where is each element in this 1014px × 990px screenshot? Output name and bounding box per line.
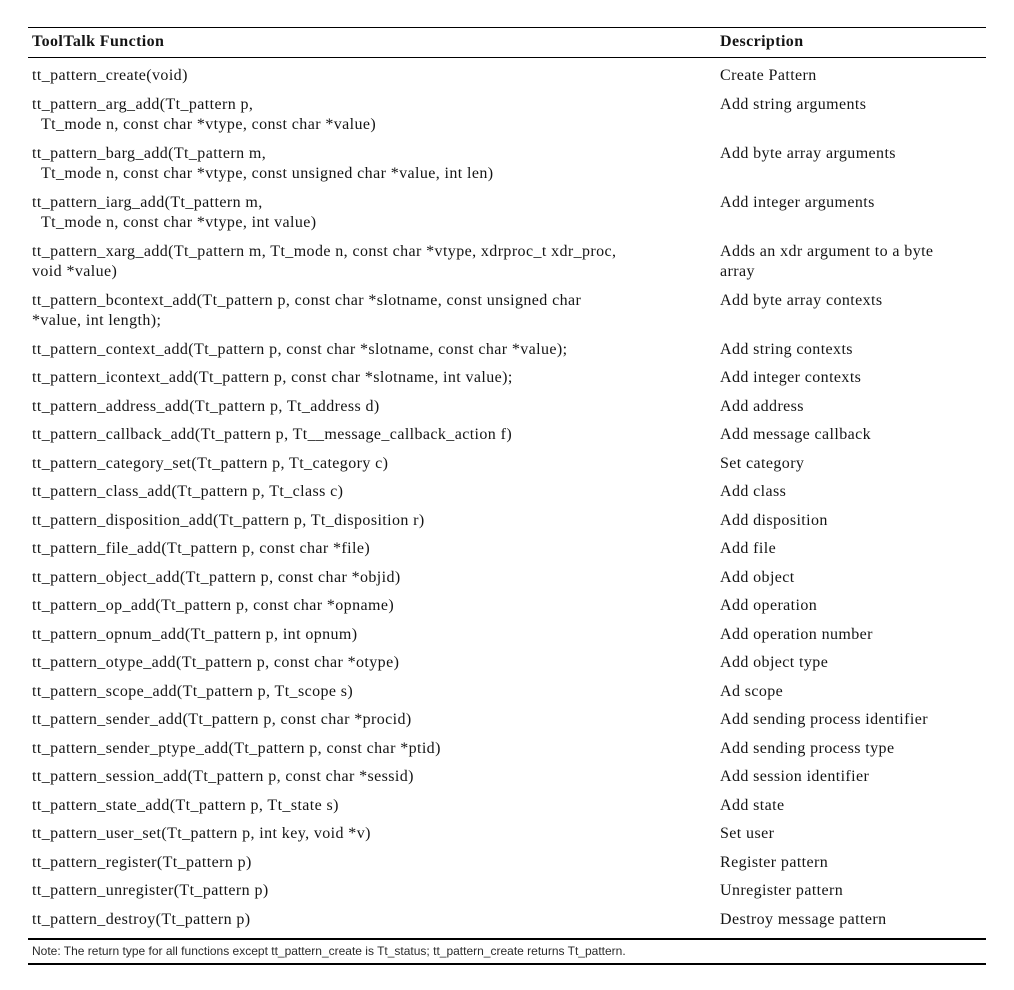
description-cell — [716, 368, 986, 389]
function-line: Tt_mode n, const char *vtype, int value) — [41, 214, 317, 231]
description-line: Add class — [720, 483, 787, 500]
table-row — [28, 759, 986, 788]
function-cell — [28, 291, 716, 332]
function-line: tt_pattern_context_add(Tt_pattern p, const char *slotname, const char *value); — [32, 340, 568, 358]
column-header-function: ToolTalk Function — [32, 33, 165, 50]
description-cell — [716, 539, 986, 560]
table-row — [28, 136, 986, 185]
table-row — [28, 845, 986, 874]
function-line: tt_pattern_session_add(Tt_pattern p, const char *sessid) — [32, 768, 414, 785]
function-line: Tt_mode n, const char *vtype, const unsigned char *value, int len) — [41, 165, 494, 182]
function-line: tt_pattern_create(void) — [32, 67, 188, 84]
function-cell — [28, 796, 716, 817]
description-line: Add object type — [720, 654, 829, 671]
function-line: tt_pattern_op_add(Tt_pattern p, const char *opname) — [32, 597, 395, 614]
table-row — [28, 902, 986, 931]
table-row — [28, 873, 986, 902]
function-cell — [28, 910, 716, 931]
description-line: Add disposition — [720, 511, 828, 529]
table-row — [28, 446, 986, 475]
description-line: Set category — [720, 454, 805, 472]
table-row — [28, 234, 986, 283]
description-cell — [716, 910, 986, 931]
function-line: Tt_mode n, const char *vtype, const char *value) — [41, 116, 377, 133]
description-cell — [716, 340, 986, 361]
table-footnote — [28, 938, 986, 965]
function-cell — [28, 824, 716, 845]
table-row — [28, 283, 986, 332]
function-line: tt_pattern_unregister(Tt_pattern p) — [32, 882, 269, 899]
description-line: Add message callback — [720, 426, 872, 443]
description-cell — [716, 653, 986, 674]
function-line: tt_pattern_otype_add(Tt_pattern p, const char *otype) — [32, 654, 400, 671]
description-cell — [716, 397, 986, 418]
description-cell — [716, 767, 986, 788]
description-cell — [716, 511, 986, 532]
description-cell — [716, 568, 986, 589]
function-line: tt_pattern_sender_ptype_add(Tt_pattern p, const char *ptid) — [32, 739, 441, 757]
description-line: Add integer contexts — [720, 369, 862, 386]
description-line: Add integer arguments — [720, 193, 875, 211]
description-cell — [716, 824, 986, 845]
function-line: tt_pattern_callback_add(Tt_pattern p, Tt__message_callback_action f) — [32, 426, 513, 443]
function-line: tt_pattern_register(Tt_pattern p) — [32, 853, 252, 871]
description-line: Add operation — [720, 597, 818, 614]
description-cell — [716, 596, 986, 617]
description-line: Add byte array contexts — [720, 291, 883, 309]
description-line: Add string contexts — [720, 340, 853, 358]
function-line: tt_pattern_file_add(Tt_pattern p, const char *file) — [32, 540, 371, 557]
function-cell — [28, 511, 716, 532]
function-cell — [28, 853, 716, 874]
description-line: Add string arguments — [720, 95, 867, 113]
function-table — [28, 27, 986, 965]
column-header-description: Description — [720, 33, 804, 50]
function-line: tt_pattern_address_add(Tt_pattern p, Tt_address d) — [32, 397, 380, 415]
function-line: tt_pattern_class_add(Tt_pattern p, Tt_class c) — [32, 483, 344, 500]
description-line: Add byte array arguments — [720, 144, 896, 162]
description-cell — [716, 710, 986, 731]
description-line: Add session identifier — [720, 768, 870, 785]
description-line: Add object — [720, 568, 795, 586]
table-row — [28, 503, 986, 532]
function-line: tt_pattern_bcontext_add(Tt_pattern p, const char *slotname, const unsigned char — [32, 291, 582, 309]
footnote-text: Note: The return type for all functions except tt_pattern_create is Tt_status; tt_pattern_create returns Tt_pattern. — [32, 944, 626, 958]
description-line: Set user — [720, 825, 775, 842]
table-row — [28, 588, 986, 617]
description-line: Add file — [720, 540, 777, 557]
function-cell — [28, 397, 716, 418]
function-line: *value, int length); — [32, 312, 162, 329]
description-cell — [716, 291, 986, 332]
description-line: Register pattern — [720, 853, 829, 871]
description-cell — [716, 193, 986, 234]
description-cell — [716, 66, 986, 87]
table-row — [28, 702, 986, 731]
description-line: Unregister pattern — [720, 882, 844, 899]
description-cell — [716, 242, 986, 283]
table-row — [28, 788, 986, 817]
function-line: void *value) — [32, 263, 118, 280]
function-line: tt_pattern_state_add(Tt_pattern p, Tt_state s) — [32, 796, 339, 814]
description-line: Create Pattern — [720, 67, 817, 84]
description-line: Add state — [720, 796, 785, 814]
description-cell — [716, 881, 986, 902]
table-row — [28, 560, 986, 589]
function-line: tt_pattern_user_set(Tt_pattern p, int key, void *v) — [32, 825, 371, 842]
table-row — [28, 645, 986, 674]
table-row — [28, 417, 986, 446]
function-cell — [28, 625, 716, 646]
description-line: Add sending process type — [720, 739, 895, 757]
description-line: Add address — [720, 397, 804, 415]
function-cell — [28, 425, 716, 446]
function-line: tt_pattern_barg_add(Tt_pattern m, — [32, 144, 267, 162]
description-cell — [716, 625, 986, 646]
description-cell — [716, 95, 986, 136]
function-line: tt_pattern_arg_add(Tt_pattern p, — [32, 95, 254, 113]
function-cell — [28, 739, 716, 760]
description-cell — [716, 796, 986, 817]
table-row — [28, 87, 986, 136]
function-cell — [28, 568, 716, 589]
table-row — [28, 531, 986, 560]
description-line: Add operation number — [720, 625, 873, 643]
function-line: tt_pattern_xarg_add(Tt_pattern m, Tt_mode n, const char *vtype, xdrproc_t xdr_proc, — [32, 242, 617, 260]
table-header-row — [28, 27, 986, 58]
function-cell — [28, 710, 716, 731]
table-row — [28, 816, 986, 845]
function-line: tt_pattern_sender_add(Tt_pattern p, const char *procid) — [32, 711, 412, 728]
function-cell — [28, 881, 716, 902]
function-line: tt_pattern_opnum_add(Tt_pattern p, int opnum) — [32, 625, 358, 643]
table-row — [28, 617, 986, 646]
table-row — [28, 474, 986, 503]
table-row — [28, 332, 986, 361]
function-cell — [28, 368, 716, 389]
function-cell — [28, 66, 716, 87]
description-line: Add sending process identifier — [720, 711, 928, 728]
function-cell — [28, 95, 716, 136]
function-cell — [28, 767, 716, 788]
function-cell — [28, 193, 716, 234]
function-cell — [28, 539, 716, 560]
table-row — [28, 731, 986, 760]
function-line: tt_pattern_iarg_add(Tt_pattern m, — [32, 193, 263, 211]
table-row — [28, 389, 986, 418]
function-cell — [28, 144, 716, 185]
description-cell — [716, 425, 986, 446]
table-row — [28, 58, 986, 87]
table-body — [28, 58, 986, 930]
function-line: tt_pattern_disposition_add(Tt_pattern p, Tt_disposition r) — [32, 511, 425, 529]
function-line: tt_pattern_destroy(Tt_pattern p) — [32, 910, 251, 928]
description-cell — [716, 682, 986, 703]
description-line: Destroy message pattern — [720, 910, 887, 928]
function-cell — [28, 653, 716, 674]
description-cell — [716, 454, 986, 475]
function-line: tt_pattern_object_add(Tt_pattern p, const char *objid) — [32, 568, 401, 586]
function-cell — [28, 482, 716, 503]
description-line: Ad scope — [720, 682, 784, 700]
table-row — [28, 674, 986, 703]
function-line: tt_pattern_icontext_add(Tt_pattern p, const char *slotname, int value); — [32, 369, 513, 386]
description-cell — [716, 853, 986, 874]
function-cell — [28, 340, 716, 361]
description-cell — [716, 739, 986, 760]
function-cell — [28, 682, 716, 703]
function-cell — [28, 454, 716, 475]
function-line: tt_pattern_scope_add(Tt_pattern p, Tt_scope s) — [32, 682, 354, 700]
description-cell — [716, 144, 986, 185]
function-cell — [28, 596, 716, 617]
function-line: tt_pattern_category_set(Tt_pattern p, Tt_category c) — [32, 454, 389, 472]
description-cell — [716, 482, 986, 503]
description-line: Adds an xdr argument to a byte — [720, 242, 934, 260]
function-cell — [28, 242, 716, 283]
table-row — [28, 185, 986, 234]
table-row — [28, 360, 986, 389]
description-line: array — [720, 263, 755, 280]
